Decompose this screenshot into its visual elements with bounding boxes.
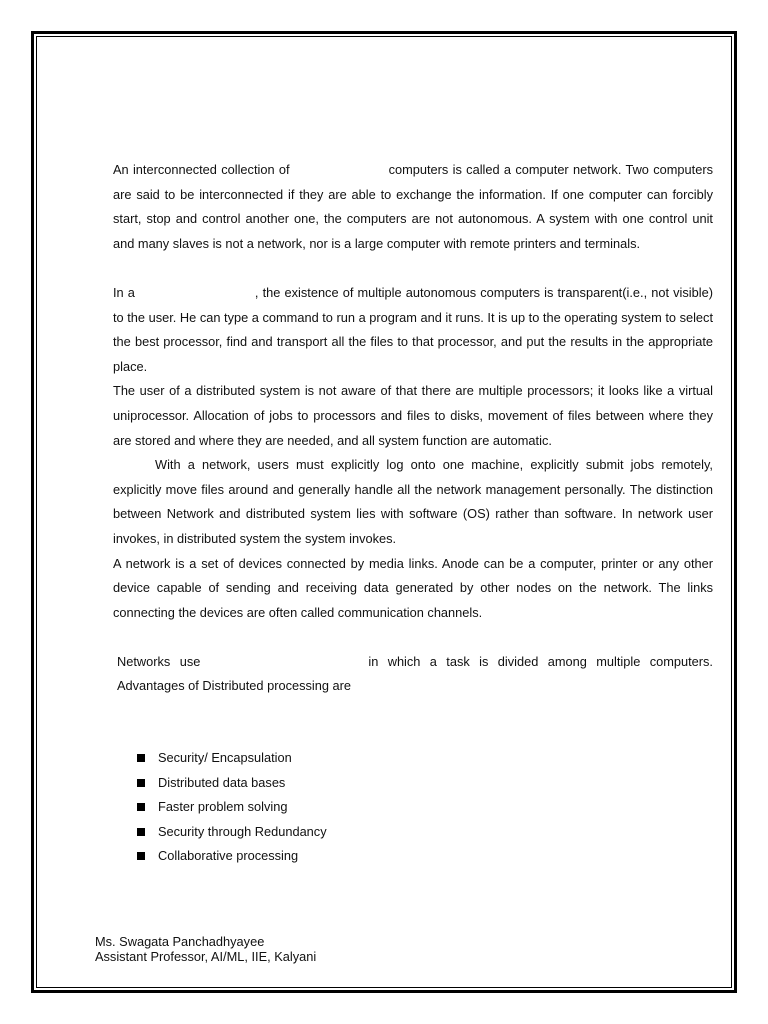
author-title: Assistant Professor, AI/ML, IIE, Kalyani xyxy=(95,949,317,964)
paragraph-text: In a xyxy=(113,284,135,300)
list-item xyxy=(137,844,327,869)
paragraph-computer-network xyxy=(113,158,713,256)
author-name: Ms. Swagata Panchadhyayee xyxy=(95,934,265,949)
square-bullet-icon xyxy=(137,754,145,762)
paragraph-text: Networks use xyxy=(117,653,201,669)
list-item xyxy=(137,795,327,820)
list-item-text: Faster problem solving xyxy=(158,799,288,815)
paragraph-text: , the existence of multiple autonomous computers is transparent(i.e., not visible) to the user. He can type a command to run a program and it runs. It is up to the operating system to select the best processor, find and transport all the files to that processor, and put the results in the appropriate place. xyxy=(113,284,713,374)
author-footer xyxy=(95,934,316,964)
paragraph-text: computers is called a computer network. Two computers are said to be interconnected if they are able to exchange the information. If one computer can forcibly start, stop and control another one, the computers are not autonomous. A system with one control unit and many slaves is not a network, nor is a large computer with remote printers and terminals. xyxy=(113,162,713,251)
list-item xyxy=(137,771,327,796)
square-bullet-icon xyxy=(137,803,145,811)
list-item-text: Collaborative processing xyxy=(158,848,299,864)
list-item xyxy=(137,820,327,845)
paragraph-distributed-system xyxy=(113,281,713,379)
paragraph-gap xyxy=(113,625,713,650)
list-item-text: Security through Redundancy xyxy=(158,823,327,839)
paragraph-network-definition: A network is a set of devices connected by media links. Anode can be a computer, printer or any other device capable of sending and receiving data generated by other nodes on the network. The links connecting the devices are often called communication channels. xyxy=(113,555,713,620)
document-body xyxy=(113,158,713,699)
list-item-text: Distributed data bases xyxy=(158,774,286,790)
square-bullet-icon xyxy=(137,828,145,836)
paragraph-text: An interconnected collection of xyxy=(113,162,290,177)
paragraph-text: in which a task is divided among multiple computers. Advantages of Distributed processing are xyxy=(117,653,713,694)
paragraph-distributed-processing xyxy=(113,650,713,699)
paragraph-network-users: With a network, users must explicitly log onto one machine, explicitly submit jobs remotely, explicitly move files around and generally handle all the network management personally. The distinction between Network and distributed system lies with software (OS) rather than software. In network user invokes, in distributed system the system invokes. xyxy=(113,457,713,546)
list-item-text: Security/ Encapsulation xyxy=(158,750,292,765)
paragraph-distributed-user: The user of a distributed system is not aware of that there are multiple processors; it looks like a virtual uniprocessor. Allocation of jobs to processors and files to disks, movement of files between where they are stored and where they are needed, and all system function are automatic. xyxy=(113,383,713,448)
advantages-list xyxy=(137,746,327,869)
square-bullet-icon xyxy=(137,852,145,860)
paragraph-gap xyxy=(113,256,713,281)
square-bullet-icon xyxy=(137,779,145,787)
list-item xyxy=(137,746,327,771)
